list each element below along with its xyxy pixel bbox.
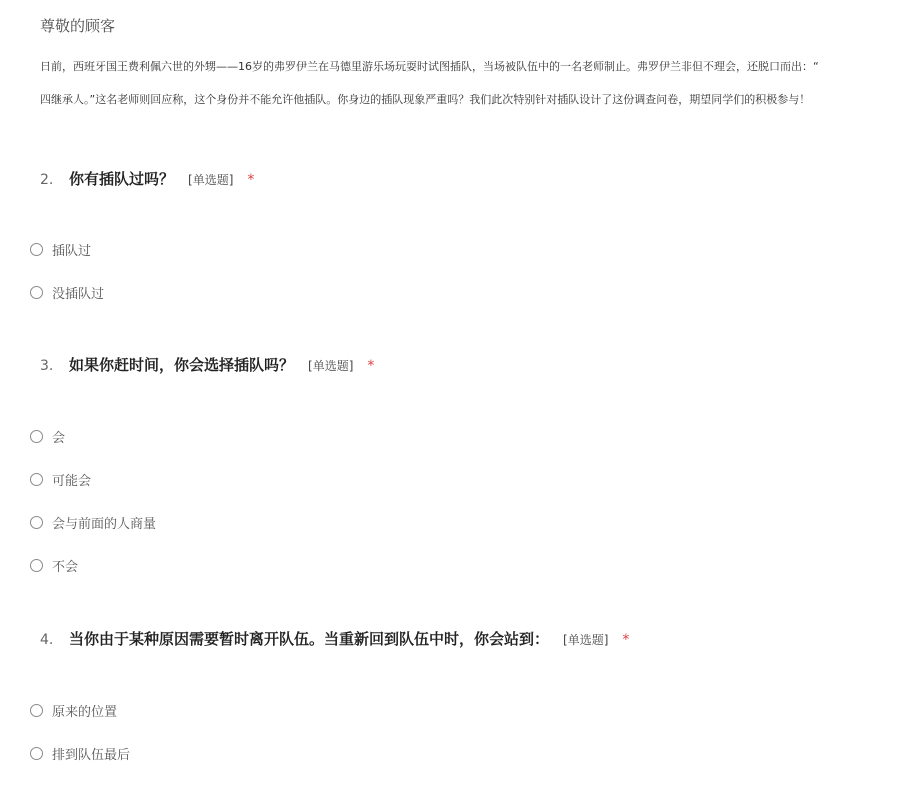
question-title: 你有插队过吗？ bbox=[69, 170, 175, 188]
option-label: 会与前面的人商量 bbox=[52, 516, 157, 532]
radio-button[interactable] bbox=[30, 704, 43, 717]
question-4 bbox=[40, 628, 890, 652]
question-type-label: [单选题] bbox=[308, 359, 354, 373]
required-mark: * bbox=[622, 632, 630, 648]
option-label: 原来的位置 bbox=[52, 704, 118, 720]
question-type-label: [单选题] bbox=[188, 173, 234, 187]
radio-button[interactable] bbox=[30, 747, 43, 760]
survey-greeting: 尊敬的顾客 bbox=[40, 17, 116, 35]
option-will[interactable] bbox=[30, 426, 65, 446]
option-label: 没插队过 bbox=[52, 286, 105, 302]
option-label: 排到队伍最后 bbox=[52, 747, 131, 763]
question-header bbox=[40, 628, 890, 652]
required-mark: * bbox=[367, 358, 375, 374]
question-number: 4. bbox=[40, 632, 54, 648]
option-label: 插队过 bbox=[52, 243, 92, 259]
question-type-label: [单选题] bbox=[563, 633, 609, 647]
option-end-of-line[interactable] bbox=[30, 743, 130, 763]
question-title: 当你由于某种原因需要暂时离开队伍。当重新回到队伍中时，你会站到： bbox=[69, 630, 550, 648]
question-3 bbox=[40, 354, 890, 378]
question-2 bbox=[40, 168, 890, 192]
radio-button[interactable] bbox=[30, 473, 43, 486]
option-cut-in-line-yes[interactable] bbox=[30, 239, 91, 259]
option-label: 不会 bbox=[52, 559, 79, 575]
question-title: 如果你赶时间，你会选择插队吗？ bbox=[69, 356, 295, 374]
option-original-position[interactable] bbox=[30, 700, 117, 720]
question-number: 2. bbox=[40, 172, 54, 188]
radio-button[interactable] bbox=[30, 243, 43, 256]
option-will-not[interactable] bbox=[30, 555, 78, 575]
radio-button[interactable] bbox=[30, 516, 43, 529]
option-cut-in-line-no[interactable] bbox=[30, 282, 104, 302]
question-number: 3. bbox=[40, 358, 54, 374]
radio-button[interactable] bbox=[30, 430, 43, 443]
question-header bbox=[40, 168, 890, 192]
survey-intro-line-2: 四继承人。”这名老师则回应称，这个身份并不能允许他插队。你身边的插队现象严重吗？我们此次特别针对插队设计了这份调查问卷，期望同学们的积极参与！ bbox=[40, 93, 811, 106]
option-negotiate[interactable] bbox=[30, 512, 156, 532]
radio-button[interactable] bbox=[30, 559, 43, 572]
radio-button[interactable] bbox=[30, 286, 43, 299]
option-label: 可能会 bbox=[52, 473, 92, 489]
survey-intro-line-1: 日前，西班牙国王费利佩六世的外甥——16岁的弗罗伊兰在马德里游乐场玩耍时试图插队，当场被队伍中的一名老师制止。弗罗伊兰非但不理会，还脱口而出：“ bbox=[40, 60, 819, 73]
option-label: 会 bbox=[52, 430, 66, 446]
required-mark: * bbox=[247, 172, 255, 188]
question-header bbox=[40, 354, 890, 378]
option-maybe[interactable] bbox=[30, 469, 91, 489]
